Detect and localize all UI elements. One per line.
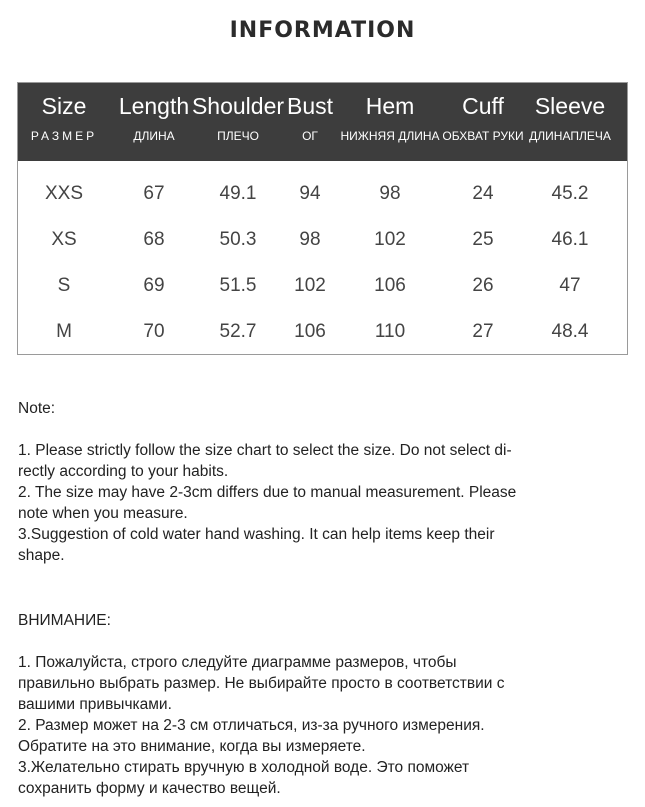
cell-hem: 98 <box>379 183 401 204</box>
note-line: сохранить форму и качество вещей. <box>18 780 281 797</box>
note-heading: Note: <box>18 400 56 417</box>
table-row <box>18 263 627 309</box>
cell-hem: 106 <box>374 275 406 296</box>
cell-sleeve: 45.2 <box>551 183 589 204</box>
header-sublabel: НИЖНЯЯ ДЛИНА <box>340 129 440 143</box>
header-hem <box>340 83 440 161</box>
cell-size: XXS <box>44 183 84 204</box>
cell-size: M <box>56 321 72 342</box>
cell-cuff: 27 <box>472 321 494 342</box>
cell-length: 69 <box>143 275 165 296</box>
cell-sleeve: 46.1 <box>551 229 589 250</box>
note-line: 2. The size may have 2-3cm differs due to manual measurement. Please <box>18 484 517 501</box>
note-line: note when you measure. <box>18 505 188 522</box>
note-line: rectly according to your habits. <box>18 463 229 480</box>
header-sublabel: ДЛИНА <box>133 129 175 143</box>
note-line: 3.Suggestion of cold water hand washing. It can help items keep their <box>18 526 495 543</box>
cell-cuff: 26 <box>472 275 494 296</box>
header-label: Cuff <box>462 93 504 119</box>
note-line: 3.Желательно стирать вручную в холодной воде. Это поможет <box>18 759 470 776</box>
cell-cuff: 24 <box>472 183 494 204</box>
header-label: Length <box>118 93 190 119</box>
note-line: shape. <box>18 547 65 564</box>
header-label: Hem <box>365 93 415 119</box>
header-label: Size <box>41 93 87 119</box>
header-length <box>120 83 188 161</box>
table-row <box>18 309 627 355</box>
cell-shoulder: 50.3 <box>219 229 257 250</box>
cell-shoulder: 52.7 <box>219 321 257 342</box>
header-cuff <box>442 83 524 161</box>
cell-size: S <box>57 275 71 296</box>
header-sublabel: РАЗМЕР <box>30 129 98 143</box>
cell-bust: 98 <box>299 229 321 250</box>
note-line: 1. Пожалуйста, строго следуйте диаграмме размеров, чтобы <box>18 654 457 671</box>
note-line: Обратите на это внимание, когда вы измеряете. <box>18 738 366 755</box>
cell-size: XS <box>51 229 77 250</box>
header-sublabel: ДЛИНАПЛЕЧА <box>529 129 611 143</box>
cell-sleeve: 47 <box>559 275 581 296</box>
cell-hem: 110 <box>374 321 406 342</box>
header-label: Bust <box>286 93 334 119</box>
size-table <box>17 82 628 355</box>
header-size <box>18 83 110 161</box>
note-heading: ВНИМАНИЕ: <box>18 612 111 629</box>
cell-length: 67 <box>143 183 165 204</box>
header-sublabel: ОБХВАТ РУКИ <box>442 129 524 143</box>
header-bust <box>288 83 332 161</box>
note-russian <box>18 610 618 799</box>
table-row <box>18 171 627 217</box>
page-title: INFORMATION <box>229 18 416 43</box>
cell-hem: 102 <box>374 229 406 250</box>
header-sleeve <box>530 83 610 161</box>
cell-sleeve: 48.4 <box>551 321 589 342</box>
header-label: Sleeve <box>534 93 606 119</box>
cell-shoulder: 51.5 <box>219 275 257 296</box>
cell-bust: 106 <box>294 321 326 342</box>
note-line: вашими привычками. <box>18 696 172 713</box>
header-sublabel: ОГ <box>302 129 318 143</box>
header-sublabel: ПЛЕЧО <box>217 129 259 143</box>
note-line: правильно выбрать размер. Не выбирайте просто в соответствии с <box>18 675 505 692</box>
header-shoulder <box>191 83 285 161</box>
note-line: 1. Please strictly follow the size chart to select the size. Do not select di- <box>18 442 512 459</box>
table-row <box>18 217 627 263</box>
cell-length: 68 <box>143 229 165 250</box>
table-header <box>18 83 627 161</box>
cell-length: 70 <box>143 321 165 342</box>
note-english <box>18 398 618 566</box>
note-line: 2. Размер может на 2-3 см отличаться, из-за ручного измерения. <box>18 717 485 734</box>
cell-shoulder: 49.1 <box>219 183 257 204</box>
cell-cuff: 25 <box>472 229 494 250</box>
cell-bust: 102 <box>294 275 326 296</box>
cell-bust: 94 <box>299 183 321 204</box>
header-label: Shoulder <box>191 93 285 119</box>
